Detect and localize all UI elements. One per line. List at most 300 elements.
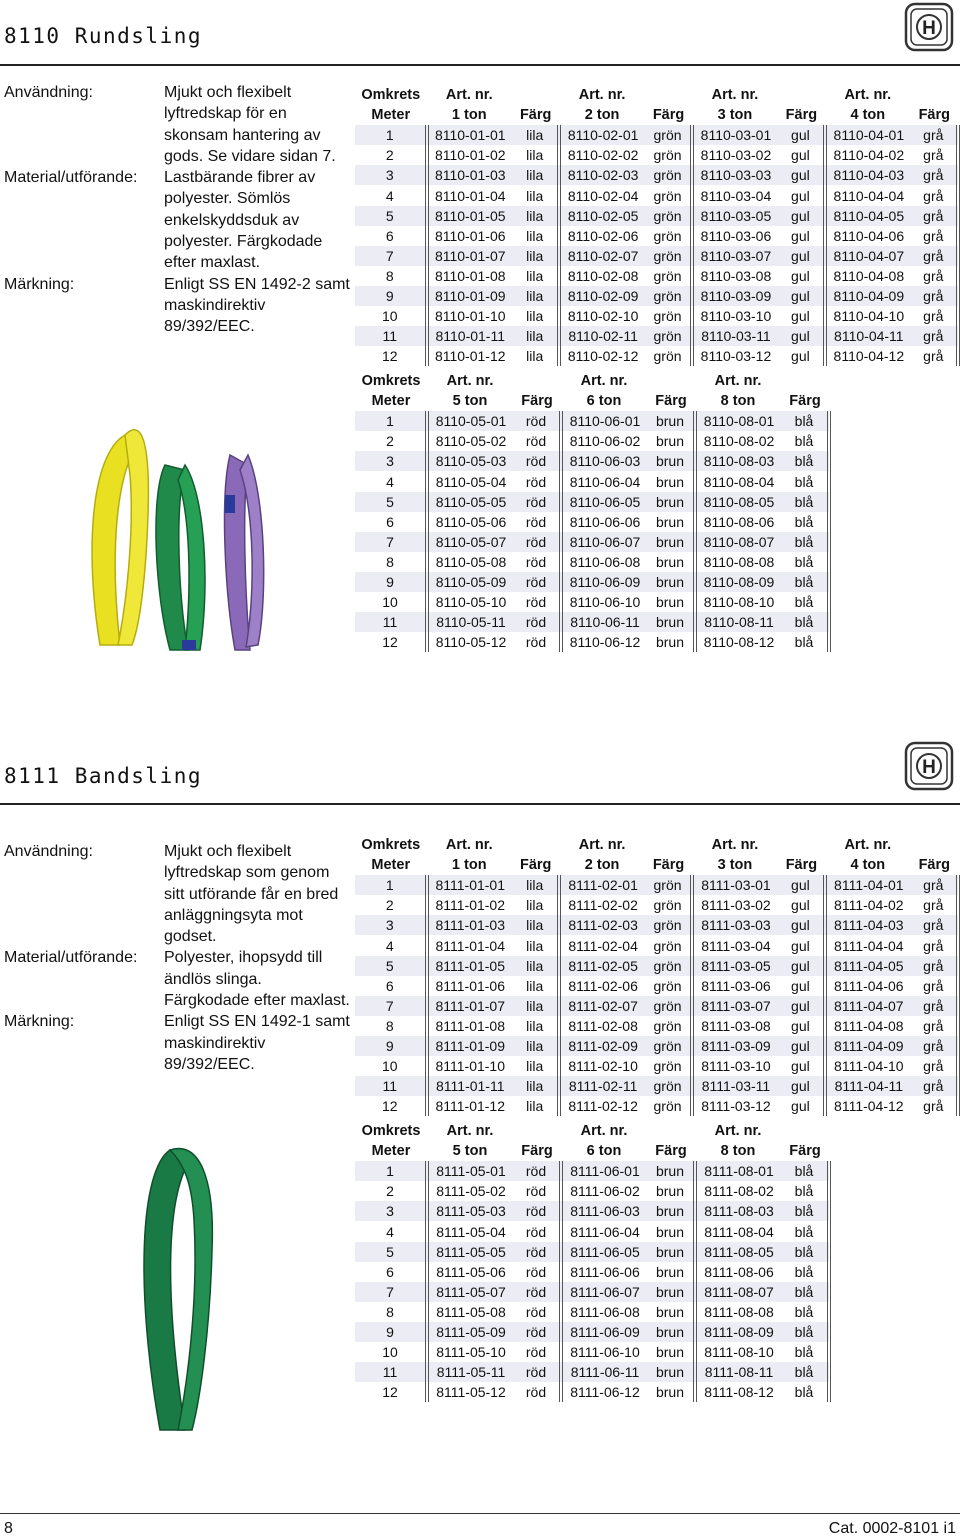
article-number-cell: 8111-06-02 (570, 1183, 640, 1200)
article-number-cell: 8111-04-02 (834, 897, 904, 914)
table-row (355, 1242, 829, 1262)
color-cell: brun (647, 451, 695, 471)
color-cell: lila (512, 976, 559, 996)
color-cell: röd (513, 1342, 561, 1362)
column-header (645, 85, 692, 105)
article-number-cell: 8111-02-05 (559, 956, 644, 976)
column-header: Art. nr. (445, 837, 493, 854)
color-cell: röd (513, 532, 561, 552)
article-number-cell: 8110-03-02 (700, 147, 772, 164)
article-number-cell: 8110-05-04 (435, 473, 507, 490)
article-number-cell: 8111-06-01 (561, 1161, 647, 1181)
article-number-cell: 8110-06-02 (569, 433, 641, 450)
article-number-cell: 8110-06-06 (569, 513, 641, 530)
title-rule (0, 803, 960, 805)
article-number-cell: 8111-03-01 (692, 875, 777, 895)
article-number-cell: 8111-05-11 (427, 1362, 513, 1382)
length-cell: 9 (355, 572, 427, 592)
article-number-cell: 8111-01-07 (427, 996, 512, 1016)
article-number-cell: 8111-08-10 (704, 1344, 774, 1361)
color-cell: grön (645, 956, 692, 976)
title-rule (0, 64, 960, 66)
use-text: Mjukt och flexibelt lyftredskap för en skonsam hantering av gods. Se vidare sidan 7. (164, 84, 336, 165)
column-header: 2 ton (584, 107, 620, 124)
article-number-cell: 8110-08-11 (695, 612, 781, 632)
length-cell: 12 (355, 346, 427, 366)
column-header: 3 ton (717, 857, 753, 874)
color-cell: blå (781, 471, 829, 491)
column-header: Art. nr. (711, 837, 759, 854)
round-sling-photo (70, 395, 280, 660)
article-number-cell: 8111-04-05 (825, 956, 910, 976)
color-cell: grå (911, 935, 958, 955)
color-cell: brun (647, 1181, 695, 1201)
column-header: Omkrets (361, 837, 421, 854)
color-cell: brun (647, 572, 695, 592)
article-number-cell: 8110-02-03 (559, 165, 644, 185)
table-row (355, 1201, 829, 1221)
table-row (355, 1221, 829, 1241)
article-number-cell: 8110-08-10 (703, 594, 775, 611)
table-row (355, 492, 829, 512)
color-cell: lila (512, 286, 559, 306)
article-number-cell: 8110-01-05 (427, 206, 512, 226)
color-cell: röd (513, 1322, 561, 1342)
color-cell: gul (778, 935, 825, 955)
table-row (355, 1016, 958, 1036)
article-number-cell: 8111-05-06 (436, 1263, 506, 1280)
article-number-cell: 8110-01-09 (427, 286, 512, 306)
article-number-cell: 8111-06-04 (570, 1223, 640, 1240)
article-number-cell: 8110-06-12 (569, 634, 641, 651)
color-cell: brun (647, 1382, 695, 1402)
article-number-cell: 8111-06-07 (561, 1282, 647, 1302)
article-number-cell: 8110-05-07 (427, 532, 513, 552)
article-number-cell: 8111-04-08 (834, 1017, 904, 1034)
article-number-cell: 8110-03-08 (700, 267, 772, 284)
column-header: Art. nr. (714, 1123, 762, 1140)
company-logo (904, 2, 954, 52)
column-header: Meter (371, 1143, 411, 1160)
length-cell: 12 (355, 632, 427, 652)
color-cell: blå (781, 1262, 829, 1282)
article-number-cell: 8110-01-01 (427, 125, 512, 145)
article-number-cell: 8111-05-10 (436, 1344, 506, 1361)
table-row (355, 1036, 958, 1056)
band-sling-photo (130, 1140, 270, 1440)
article-number-cell: 8110-04-07 (825, 246, 910, 266)
article-number-cell: 8110-01-02 (434, 147, 506, 164)
article-number-cell: 8110-03-11 (692, 326, 777, 346)
color-cell: gul (778, 185, 825, 205)
article-number-cell: 8110-04-09 (825, 286, 910, 306)
article-number-cell: 8111-03-12 (701, 1098, 771, 1115)
article-number-cell: 8110-03-04 (700, 187, 772, 204)
color-cell: gul (778, 286, 825, 306)
color-cell: grå (911, 206, 958, 226)
column-header: Art. nr. (578, 837, 626, 854)
column-header: Art. nr. (844, 87, 892, 104)
column-header (647, 371, 695, 391)
article-number-cell: 8110-02-12 (567, 348, 639, 365)
article-number-cell: 8111-01-02 (435, 897, 506, 914)
length-cell: 1 (355, 411, 427, 431)
color-cell: röd (513, 1282, 561, 1302)
column-header: Färg (789, 393, 821, 410)
column-header: 3 ton (717, 107, 753, 124)
article-number-cell: 8111-05-04 (436, 1223, 506, 1240)
column-header: 1 ton (451, 857, 487, 874)
table-row (355, 1096, 958, 1116)
table-header-row (355, 1141, 829, 1161)
color-cell: grön (645, 125, 692, 145)
length-cell: 4 (355, 1221, 427, 1241)
table-row (355, 572, 829, 592)
column-header: Färg (655, 1143, 687, 1160)
article-number-cell: 8110-05-01 (427, 411, 513, 431)
article-number-cell: 8111-04-11 (825, 1076, 910, 1096)
column-header: 8 ton (720, 393, 756, 410)
column-header (647, 1121, 695, 1141)
article-number-cell: 8110-04-10 (833, 308, 905, 325)
color-cell: brun (647, 1362, 695, 1382)
color-cell: grön (645, 346, 692, 366)
color-cell: lila (512, 145, 559, 165)
article-number-cell: 8111-06-12 (570, 1384, 640, 1401)
color-cell: röd (513, 1161, 561, 1181)
column-header (512, 85, 559, 105)
color-cell: röd (513, 1302, 561, 1322)
color-cell: gul (778, 326, 825, 346)
color-cell: grön (645, 976, 692, 996)
article-number-cell: 8111-01-11 (427, 1076, 512, 1096)
color-cell: grå (911, 1096, 958, 1116)
article-number-cell: 8111-05-02 (436, 1183, 506, 1200)
article-number-cell: 8111-06-03 (561, 1201, 647, 1221)
color-cell: grön (645, 1016, 692, 1036)
article-number-cell: 8111-05-07 (427, 1282, 513, 1302)
color-cell: grå (911, 246, 958, 266)
color-cell: gul (778, 1036, 825, 1056)
bandsling-table-2 (355, 1121, 831, 1402)
article-number-cell: 8111-02-11 (559, 1076, 644, 1096)
length-cell: 10 (355, 592, 427, 612)
color-cell: lila (512, 165, 559, 185)
article-number-cell: 8110-06-08 (569, 553, 641, 570)
color-cell: grön (645, 895, 692, 915)
article-number-cell: 8110-06-03 (561, 451, 647, 471)
article-number-cell: 8111-05-01 (427, 1161, 513, 1181)
table-row (355, 145, 958, 165)
article-number-cell: 8110-02-10 (567, 308, 639, 325)
color-cell: grön (645, 1096, 692, 1116)
color-cell: gul (778, 1076, 825, 1096)
article-number-cell: 8111-02-12 (568, 1098, 638, 1115)
color-cell: lila (512, 306, 559, 326)
column-header: Omkrets (361, 1123, 421, 1140)
color-cell: lila (512, 996, 559, 1016)
article-number-cell: 8110-02-11 (559, 326, 644, 346)
color-cell: lila (512, 895, 559, 915)
column-header: 4 ton (850, 107, 886, 124)
length-cell: 10 (355, 306, 427, 326)
article-number-cell: 8111-08-07 (695, 1282, 781, 1302)
length-cell: 10 (355, 1056, 427, 1076)
column-header: Omkrets (361, 373, 421, 390)
article-number-cell: 8111-08-11 (695, 1362, 781, 1382)
article-number-cell: 8110-03-12 (700, 348, 772, 365)
color-cell: lila (512, 1016, 559, 1036)
table-row (355, 532, 829, 552)
table-row (355, 915, 958, 935)
article-number-cell: 8110-02-02 (567, 147, 639, 164)
article-number-cell: 8111-03-10 (701, 1058, 771, 1075)
material-text: Lastbärande fibrer av polyester. Sömlös enkelskyddsduk av polyester. Färgkodade efter maxlast. (164, 169, 323, 272)
article-number-cell: 8110-04-12 (833, 348, 905, 365)
table-row (355, 612, 829, 632)
table-row (355, 206, 958, 226)
column-header: Meter (371, 857, 411, 874)
length-cell: 8 (355, 1016, 427, 1036)
color-cell: blå (781, 1342, 829, 1362)
color-cell: röd (513, 431, 561, 451)
length-cell: 12 (355, 1382, 427, 1402)
article-number-cell: 8111-04-04 (834, 937, 904, 954)
column-header: Färg (918, 107, 950, 124)
column-header: Art. nr. (580, 1123, 628, 1140)
color-cell: gul (778, 915, 825, 935)
color-cell: blå (781, 1322, 829, 1342)
table-row (355, 471, 829, 491)
article-number-cell: 8111-06-08 (570, 1303, 640, 1320)
column-header: Färg (521, 1143, 553, 1160)
color-cell: grå (911, 165, 958, 185)
material-label: Material/utförande: (4, 169, 138, 187)
color-cell: grön (645, 246, 692, 266)
color-cell: grå (911, 185, 958, 205)
color-cell: blå (781, 1221, 829, 1241)
length-cell: 8 (355, 1302, 427, 1322)
article-number-cell: 8110-03-05 (692, 206, 777, 226)
catalog-number: Cat. 0002-8101 i1 (828, 1520, 956, 1537)
color-cell: gul (778, 125, 825, 145)
column-header: Meter (371, 393, 411, 410)
color-cell: grön (645, 935, 692, 955)
color-cell: lila (512, 226, 559, 246)
color-cell: grå (911, 226, 958, 246)
article-number-cell: 8110-01-10 (434, 308, 506, 325)
color-cell: lila (512, 1036, 559, 1056)
table-row (355, 976, 958, 996)
length-cell: 9 (355, 1036, 427, 1056)
article-number-cell: 8111-02-03 (559, 915, 644, 935)
article-number-cell: 8110-04-02 (833, 147, 905, 164)
color-cell: blå (781, 1242, 829, 1262)
table-row (355, 1262, 829, 1282)
use-label: Användning: (4, 843, 93, 860)
article-number-cell: 8111-05-08 (436, 1303, 506, 1320)
color-cell: blå (781, 1302, 829, 1322)
column-header: 1 ton (451, 107, 487, 124)
article-number-cell: 8110-02-09 (559, 286, 644, 306)
article-number-cell: 8110-01-08 (434, 267, 506, 284)
length-cell: 6 (355, 512, 427, 532)
color-cell: brun (647, 552, 695, 572)
article-number-cell: 8111-01-08 (435, 1017, 506, 1034)
length-cell: 7 (355, 532, 427, 552)
table-row (355, 246, 958, 266)
color-cell: gul (778, 875, 825, 895)
table-row (355, 875, 958, 895)
color-cell: gul (778, 226, 825, 246)
color-cell: blå (781, 1201, 829, 1221)
color-cell: röd (513, 1362, 561, 1382)
color-cell: grön (645, 1076, 692, 1096)
color-cell: brun (647, 1262, 695, 1282)
color-cell: lila (512, 956, 559, 976)
article-number-cell: 8110-03-10 (700, 308, 772, 325)
color-cell: gul (778, 246, 825, 266)
article-number-cell: 8111-01-09 (427, 1036, 512, 1056)
article-number-cell: 8111-02-09 (559, 1036, 644, 1056)
color-cell: blå (781, 612, 829, 632)
color-cell: grön (645, 875, 692, 895)
table-row (355, 512, 829, 532)
color-cell: brun (647, 411, 695, 431)
article-number-cell: 8110-02-07 (559, 246, 644, 266)
article-number-cell: 8110-01-04 (434, 187, 506, 204)
table-header-row (355, 391, 829, 411)
column-header: Omkrets (361, 87, 421, 104)
color-cell: blå (781, 411, 829, 431)
page-number: 8 (4, 1520, 13, 1537)
column-header: Art. nr. (580, 373, 628, 390)
article-number-cell: 8111-03-02 (701, 897, 771, 914)
color-cell: blå (781, 632, 829, 652)
length-cell: 11 (355, 1362, 427, 1382)
table-row (355, 592, 829, 612)
table-header-row (355, 105, 958, 125)
column-header: 6 ton (586, 1143, 622, 1160)
color-cell: blå (781, 1362, 829, 1382)
color-cell: grå (911, 915, 958, 935)
column-header (513, 1121, 561, 1141)
article-number-cell: 8110-03-06 (700, 227, 772, 244)
article-number-cell: 8110-05-03 (427, 451, 513, 471)
article-number-cell: 8110-05-05 (427, 492, 513, 512)
length-cell: 1 (355, 125, 427, 145)
length-cell: 2 (355, 431, 427, 451)
article-number-cell: 8111-08-12 (704, 1384, 774, 1401)
table-row (355, 326, 958, 346)
article-number-cell: 8111-02-10 (568, 1058, 638, 1075)
article-number-cell: 8110-06-07 (561, 532, 647, 552)
color-cell: brun (647, 1201, 695, 1221)
article-number-cell: 8110-05-09 (427, 572, 513, 592)
color-cell: grå (911, 266, 958, 286)
table-row (355, 185, 958, 205)
bandsling-table-1 (355, 835, 960, 1116)
section-title-rundsling: 8110 Rundsling (4, 24, 203, 48)
article-number-cell: 8111-02-04 (568, 937, 638, 954)
marking-label: Märkning: (4, 1013, 75, 1031)
color-cell: blå (781, 572, 829, 592)
column-header: 2 ton (584, 857, 620, 874)
length-cell: 6 (355, 976, 427, 996)
color-cell: gul (778, 956, 825, 976)
column-header: 4 ton (850, 857, 886, 874)
table-row (355, 431, 829, 451)
column-header: Färg (785, 107, 818, 124)
column-header: Färg (655, 393, 687, 410)
color-cell: lila (512, 206, 559, 226)
table-row (355, 935, 958, 955)
column-header (778, 85, 825, 105)
column-header: Art. nr. (446, 373, 494, 390)
length-cell: 4 (355, 185, 427, 205)
column-header (781, 371, 829, 391)
article-number-cell: 8110-01-07 (427, 246, 512, 266)
length-cell: 5 (355, 206, 427, 226)
svg-text:H: H (922, 757, 936, 778)
article-number-cell: 8110-06-10 (569, 594, 641, 611)
length-cell: 6 (355, 1262, 427, 1282)
column-header: Färg (785, 857, 818, 874)
color-cell: blå (781, 1282, 829, 1302)
column-header: Färg (789, 1143, 821, 1160)
article-number-cell: 8111-08-08 (704, 1303, 774, 1320)
color-cell: röd (513, 492, 561, 512)
article-number-cell: 8110-08-08 (703, 553, 775, 570)
length-cell: 9 (355, 1322, 427, 1342)
section-title-bandsling: 8111 Bandsling (4, 764, 203, 788)
color-cell: gul (778, 266, 825, 286)
column-header: 8 ton (720, 1143, 756, 1160)
length-cell: 8 (355, 552, 427, 572)
color-cell: röd (513, 451, 561, 471)
article-number-cell: 8110-04-06 (833, 227, 905, 244)
article-number-cell: 8110-05-06 (435, 513, 507, 530)
color-cell: röd (513, 632, 561, 652)
article-number-cell: 8110-08-09 (695, 572, 781, 592)
length-cell: 12 (355, 1096, 427, 1116)
color-cell: brun (647, 1242, 695, 1262)
article-number-cell: 8110-04-01 (825, 125, 910, 145)
table-row (355, 1302, 829, 1322)
column-header (513, 371, 561, 391)
table-header-row (355, 855, 958, 875)
color-cell: grå (911, 125, 958, 145)
color-cell: brun (647, 1161, 695, 1181)
column-header: Färg (519, 857, 552, 874)
column-header (512, 835, 559, 855)
color-cell: lila (512, 1076, 559, 1096)
length-cell: 5 (355, 492, 427, 512)
article-number-cell: 8110-04-05 (825, 206, 910, 226)
color-cell: lila (512, 875, 559, 895)
color-cell: gul (778, 145, 825, 165)
color-cell: grön (645, 226, 692, 246)
length-cell: 6 (355, 226, 427, 246)
length-cell: 4 (355, 471, 427, 491)
article-number-cell: 8111-01-06 (435, 977, 506, 994)
color-cell: grå (911, 286, 958, 306)
color-cell: brun (647, 532, 695, 552)
article-number-cell: 8111-02-08 (568, 1017, 638, 1034)
color-cell: gul (778, 976, 825, 996)
column-header: 5 ton (452, 393, 488, 410)
length-cell: 11 (355, 1076, 427, 1096)
